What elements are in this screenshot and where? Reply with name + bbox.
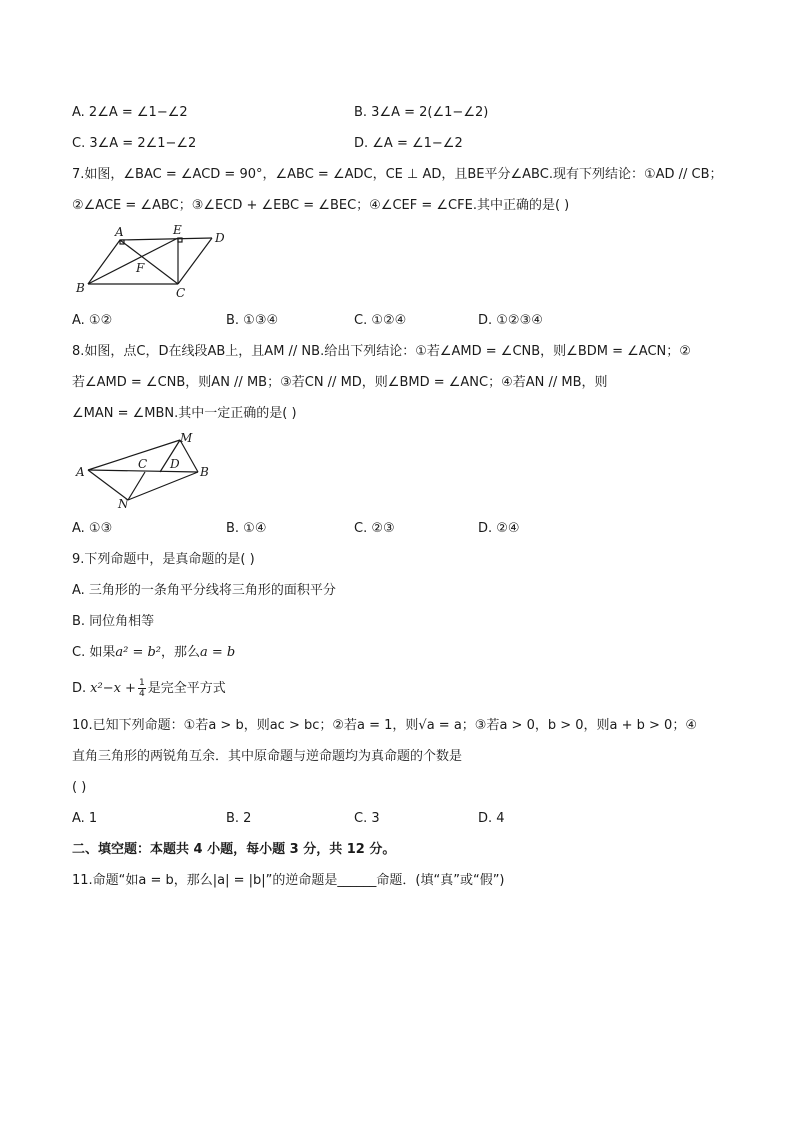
q9-option-b: B. 同位角相等 [72, 614, 155, 629]
q6-option-d: D. ∠A = ∠1−∠2 [354, 136, 463, 151]
q8-stem-line1: 8.如图，点C，D在线段AB上，且AM // NB.给出下列结论：①若∠AMD = ∠CNB，则∠BDM = ∠ACN；② [72, 344, 691, 359]
q6-option-c: C. 3∠A = 2∠1−∠2 [72, 136, 197, 151]
q9-option-c-prefix: C. 如果 [72, 645, 116, 660]
q8-label-c: C [138, 457, 148, 471]
q8-label-m: M [180, 431, 193, 445]
q10-stem-line2: 直角三角形的两锐角互余．其中原命题与逆命题均为真命题的个数是 [72, 749, 463, 764]
q7-label-b: B [76, 281, 85, 295]
q9-option-d-suffix: 是完全平方式 [147, 680, 226, 696]
q7-stem-line1: 7.如图，∠BAC = ∠ACD = 90°，∠ABC = ∠ADC，CE ⊥ AD，且BE平分∠ABC.现有下列结论：①AD // CB； [72, 167, 723, 182]
q8-option-d: D. ②④ [478, 521, 520, 536]
q8-label-n: N [118, 497, 129, 511]
q9-option-d-fraction [138, 678, 146, 699]
q10-option-c: C. 3 [354, 811, 380, 826]
q10-stem-line3: ( ) [72, 780, 87, 795]
q9-fraction-numerator: 1 [138, 678, 145, 688]
q6-option-b: B. 3∠A = 2(∠1−∠2) [354, 105, 489, 120]
q8-label-a: A [76, 465, 85, 479]
q6-option-a: A. 2∠A = ∠1−∠2 [72, 105, 188, 120]
q9-option-c-math: a² = b² [115, 645, 161, 660]
q7-option-a: A. ①② [72, 313, 113, 328]
q10-option-d: D. 4 [478, 811, 505, 826]
q7-option-c: C. ①②④ [354, 313, 407, 328]
q7-label-c: C [176, 286, 186, 300]
q9-fraction-denominator: 4 [138, 689, 145, 699]
q9-option-c-mid: ，那么 [161, 645, 201, 660]
q9-option-d-prefix: D. [72, 680, 87, 696]
q8-stem-line3: ∠MAN = ∠MBN.其中一定正确的是( ) [72, 406, 297, 421]
q9-option-d [72, 678, 226, 699]
q7-option-b: B. ①③④ [226, 313, 279, 328]
q11-stem: 11.命题“如a = b，那么|a| = |b|”的逆命题是______命题．(填“真”或“假”) [72, 873, 505, 888]
q7-option-d: D. ①②③④ [478, 313, 543, 328]
q8-figure [72, 430, 222, 512]
q7-stem-line2: ②∠ACE = ∠ABC；③∠ECD + ∠EBC = ∠BEC；④∠CEF = ∠CFE.其中正确的是( ) [72, 198, 570, 213]
q10-stem-line1: 10.已知下列命题：①若a > b，则ac > bc；②若a = 1，则√a = a；③若a > 0，b > 0，则a + b > 0；④ [72, 718, 697, 733]
q8-label-b: B [200, 465, 209, 479]
q8-stem-line2: 若∠AMD = ∠CNB，则AN // MB；③若CN // MD，则∠BMD = ∠ANC；④若AN // MB，则 [72, 375, 608, 390]
q7-label-d: D [215, 231, 225, 245]
q9-option-a: A. 三角形的一条角平分线将三角形的面积平分 [72, 583, 336, 598]
q7-label-e: E [173, 223, 182, 237]
q9-option-c [72, 644, 235, 662]
q9-stem: 9.下列命题中，是真命题的是( ) [72, 552, 255, 567]
q8-label-d: D [170, 457, 180, 471]
q8-option-b: B. ①④ [226, 521, 267, 536]
q9-option-d-math: x²−x + [90, 680, 136, 696]
q7-label-f: F [136, 261, 145, 275]
q8-option-a: A. ①③ [72, 521, 113, 536]
q7-label-a: A [115, 225, 124, 239]
q9-option-c-math2: a = b [200, 645, 236, 660]
q8-option-c: C. ②③ [354, 521, 395, 536]
q10-option-a: A. 1 [72, 811, 98, 826]
q7-figure [72, 222, 232, 302]
q10-option-b: B. 2 [226, 811, 252, 826]
section-heading-fill-blank: 二、填空题：本题共 4 小题，每小题 3 分，共 12 分。 [72, 842, 396, 857]
